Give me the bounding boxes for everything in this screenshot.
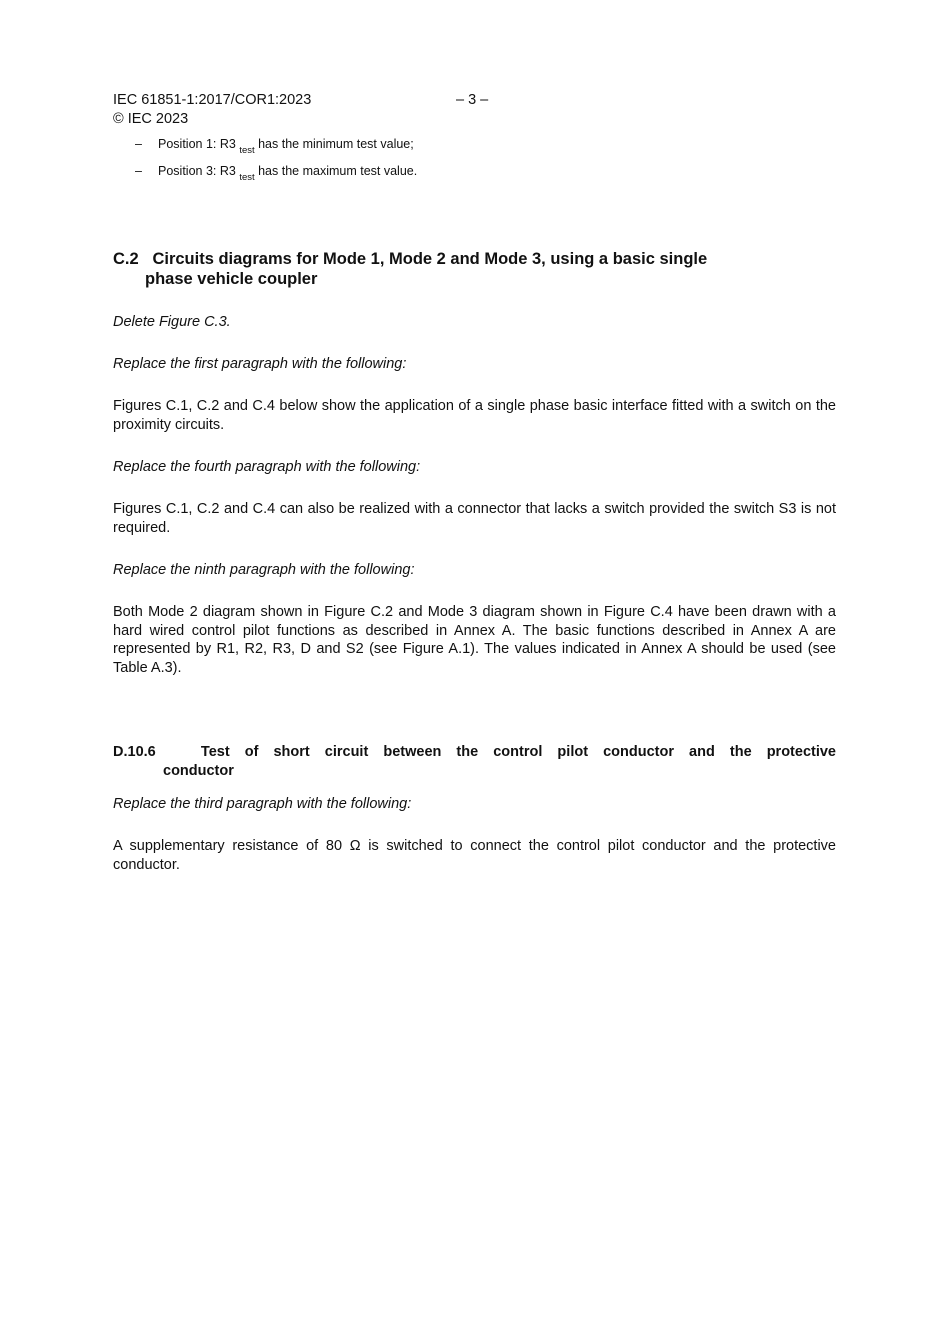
list-item-suffix: has the maximum test value. [258, 164, 418, 178]
copyright-notice: © IEC 2023 [113, 111, 189, 127]
paragraph-supplementary-resistance: A supplementary resistance of 80 Ω is switched to connect the control pilot conductor and the protective conductor. [113, 838, 836, 873]
page-number: – 3 – [456, 92, 489, 108]
paragraph-figures-application: Figures C.1, C.2 and C.4 below show the application of a single phase basic interface fitted with a switch on the proximity circuits. [113, 398, 836, 433]
list-item-prefix: Position 1: R3 [158, 137, 236, 151]
list-dash: – [135, 164, 142, 178]
list-item-suffix: has the minimum test value; [258, 137, 414, 151]
list-item-subscript: test [239, 145, 255, 156]
section-title-line2: phase vehicle coupler [145, 270, 318, 288]
page-header [113, 91, 311, 129]
section-d106-heading [113, 743, 836, 781]
instruction-delete-figure: Delete Figure C.3. [113, 314, 231, 330]
section-title-line1: Test of short circuit between the control pilot conductor and the protective [200, 744, 836, 760]
instruction-replace-fourth: Replace the fourth paragraph with the following: [113, 459, 421, 475]
instruction-replace-third: Replace the third paragraph with the following: [113, 796, 412, 812]
list-item [113, 135, 836, 162]
section-number: D.10.6 [113, 744, 156, 760]
position-list [113, 135, 836, 189]
list-item-subscript: test [239, 172, 255, 183]
paragraph-mode-diagrams: Both Mode 2 diagram shown in Figure C.2 and Mode 3 diagram shown in Figure C.4 have been drawn with a hard wired control pilot functions as described in Annex A. The basic functions described in Annex A are represented by R1, R2, R3, D and S2 (see Figure A.1). The values indicated in Annex A should be used (see Table A.3). [113, 604, 836, 676]
document-id: IEC 61851-1:2017/COR1:2023 [113, 92, 312, 108]
list-dash: – [135, 137, 142, 151]
section-number: C.2 [113, 250, 139, 268]
list-item-prefix: Position 3: R3 [158, 164, 236, 178]
list-item [113, 162, 836, 189]
instruction-replace-ninth: Replace the ninth paragraph with the following: [113, 562, 415, 578]
section-d106-line1 [113, 743, 836, 762]
list-item-text [158, 135, 414, 160]
paragraph-figures-connector: Figures C.1, C.2 and C.4 can also be realized with a connector that lacks a switch provided the switch S3 is not required. [113, 501, 836, 536]
instruction-replace-first: Replace the first paragraph with the following: [113, 356, 407, 372]
section-c2-heading [113, 249, 836, 289]
section-title-line1: Circuits diagrams for Mode 1, Mode 2 and Mode 3, using a basic single [152, 250, 708, 268]
list-item-text [158, 162, 417, 187]
section-title-line2: conductor [163, 763, 234, 779]
